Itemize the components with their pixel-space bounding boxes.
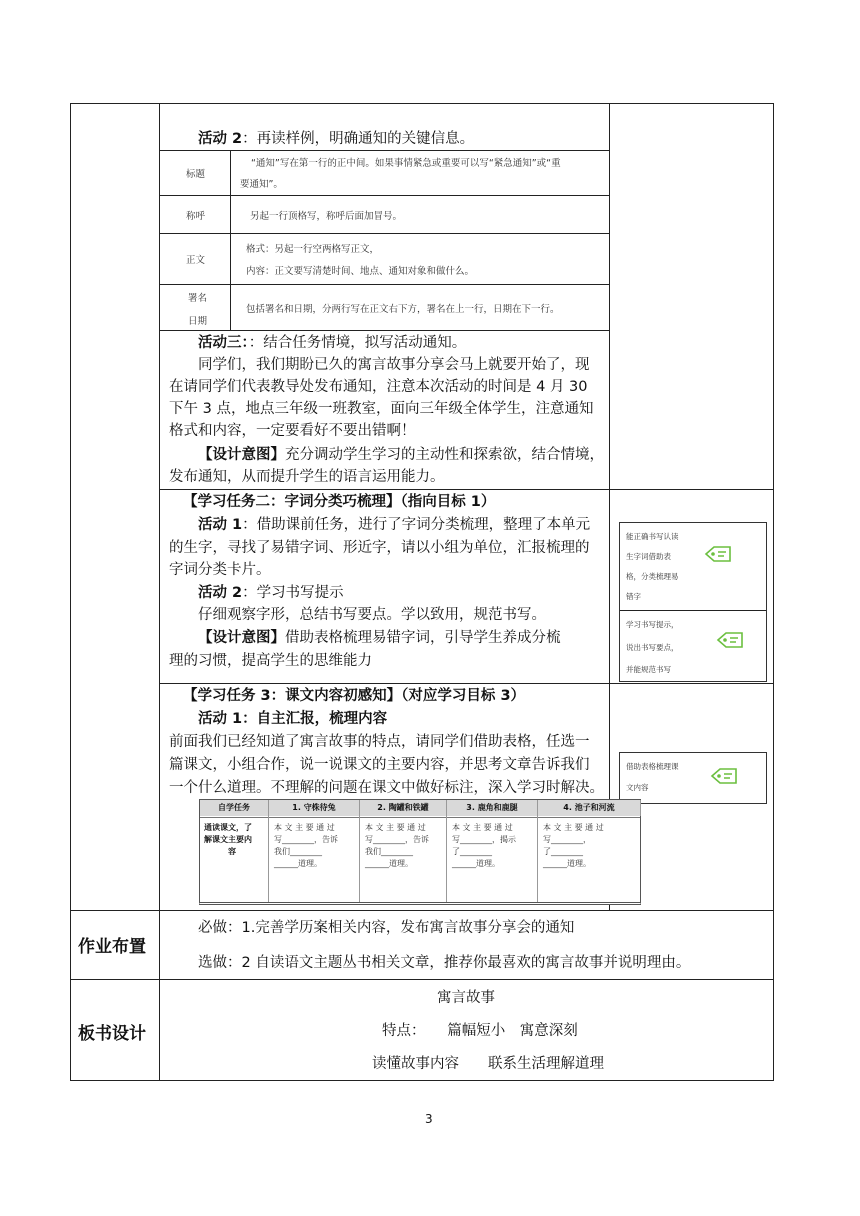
board-method: 读懂故事内容 联系生活理解道理 bbox=[372, 1056, 604, 1072]
task3-line-2: 篇课文，小组合作，说一说课文的主要内容，并思考文章告诉我们 bbox=[169, 757, 590, 773]
table-header: 1. 守株待兔 bbox=[269, 800, 360, 816]
table-cell: ______道理。 bbox=[365, 859, 413, 868]
board-features: 特点： 篇幅短小 寓意深刻 bbox=[382, 1023, 578, 1039]
table-cell: 了________ bbox=[543, 847, 583, 856]
key-desc-salutation: 另起一行顶格写，称呼后面加冒号。 bbox=[250, 211, 403, 222]
board-label: 板书设计 bbox=[78, 1024, 146, 1044]
row-label: 容 bbox=[228, 847, 236, 856]
task3-activity1: 活动 1：自主汇报，梳理内容 bbox=[198, 711, 388, 727]
table-cell: 了________ bbox=[452, 847, 492, 856]
key-label-body: 正文 bbox=[186, 255, 206, 266]
eval-1-line-4: 错字 bbox=[626, 592, 641, 601]
eval-3-line-1: 借助表格梳理课 bbox=[626, 762, 679, 771]
task2-eval-box bbox=[619, 522, 767, 682]
key-label-signature-b: 日期 bbox=[188, 316, 208, 327]
eval-2-line-1: 学习书写提示， bbox=[626, 620, 679, 629]
table-cell: ______道理。 bbox=[452, 859, 500, 868]
key-desc-body-2: 内容：正文要写清楚时间、地点、通知对象和做什么。 bbox=[246, 266, 475, 277]
table-header: 自学任务 bbox=[200, 800, 269, 816]
tag-icon bbox=[716, 631, 744, 649]
task2-activity2: 活动 2：学习书写提示 bbox=[198, 585, 344, 601]
table-header: 2. 陶罐和铁罐 bbox=[360, 800, 447, 816]
key-desc-body-1: 格式：另起一行空两格写正文， bbox=[246, 244, 380, 255]
activity2-heading: 活动 2：再读样例，明确通知的关键信息。 bbox=[198, 131, 475, 147]
table-header: 4. 池子和河流 bbox=[538, 800, 641, 816]
key-label-signature-a: 署名 bbox=[188, 293, 208, 304]
task3-line-1: 前面我们已经知道了寓言故事的特点，请同学们借助表格，任选一 bbox=[169, 734, 590, 750]
key-desc-title-1: “通知”写在第一行的正中间。如果事情紧急或重要可以写“紧急通知”或“重 bbox=[251, 158, 561, 169]
task3-title: 【学习任务 3：课文内容初感知】（对应学习目标 3） bbox=[183, 688, 526, 704]
eval-2-line-2: 说出书写要点， bbox=[626, 643, 679, 652]
table-header: 3. 鹿角和鹿腿 bbox=[447, 800, 538, 816]
homework-required: 必做：1.完善学历案相关内容，发布寓言故事分享会的通知 bbox=[198, 920, 575, 936]
key-label-title: 标题 bbox=[186, 169, 206, 180]
tag-icon bbox=[704, 545, 732, 563]
eval-1-line-3: 格，分类梳理易 bbox=[626, 572, 679, 581]
task2-activity1-line-3: 字词分类卡片。 bbox=[169, 562, 271, 578]
task2-activity1-line-2: 的生字，寻找了易错字词、形近字，请以小组为单位，汇报梳理的 bbox=[169, 540, 590, 556]
activity3-intent: 【设计意图】充分调动学生学习的主动性和探索欲，结合情境， bbox=[198, 447, 604, 463]
task2-intent: 【设计意图】借助表格梳理易错字词，引导学生养成分梳 bbox=[198, 630, 561, 646]
key-desc-title-2: 要通知”。 bbox=[240, 179, 283, 190]
table-cell: 写________，告诉 bbox=[274, 835, 338, 844]
key-desc-signature: 包括署名和日期，分两行写在正文右下方，署名在上一行，日期在下一行。 bbox=[246, 304, 560, 315]
table-cell: 本 文 主 要 通 过 bbox=[365, 823, 426, 832]
eval-1-line-2: 生字词借助表 bbox=[626, 552, 671, 561]
table-cell: 本 文 主 要 通 过 bbox=[543, 823, 604, 832]
task3-line-3: 一个什么道理。不理解的问题在课文中做好标注，深入学习时解决。 bbox=[169, 780, 604, 796]
task2-title: 【学习任务二：字词分类巧梳理】（指向目标 1） bbox=[183, 494, 496, 510]
task2-intent-2: 理的习惯，提高学生的思维能力 bbox=[169, 653, 372, 669]
activity3-heading: 活动三：：结合任务情境，拟写活动通知。 bbox=[198, 335, 467, 351]
activity3-line-1: 同学们，我们期盼已久的寓言故事分享会马上就要开始了，现 bbox=[198, 357, 590, 373]
row-label: 解课文主要内 bbox=[204, 835, 252, 844]
activity3-line-3: 下午 3 点，地点三年级一班教室，面向三年级全体学生，注意通知 bbox=[169, 401, 594, 417]
task2-activity2-line: 仔细观察字形，总结书写要点。学以致用，规范书写。 bbox=[198, 607, 546, 623]
table-cell: 本 文 主 要 通 过 bbox=[452, 823, 513, 832]
table-cell: 本 文 主 要 通 过 bbox=[274, 823, 335, 832]
self-study-table bbox=[199, 799, 615, 904]
activity3-line-2: 在请同学们代表教导处发布通知，注意本次活动的时间是 4 月 30 bbox=[169, 379, 588, 395]
tag-icon bbox=[710, 767, 738, 785]
key-label-salutation: 称呼 bbox=[186, 211, 206, 222]
table-cell: 写________，揭示 bbox=[452, 835, 516, 844]
table-cell: ______道理。 bbox=[543, 859, 591, 868]
eval-2-line-3: 并能规范书写 bbox=[626, 665, 671, 674]
activity3-line-4: 格式和内容，一定要看好不要出错啊！ bbox=[169, 423, 416, 439]
table-cell: 写________，告诉 bbox=[365, 835, 429, 844]
table-cell: 写________， bbox=[543, 835, 591, 844]
table-cell: ______道理。 bbox=[274, 859, 322, 868]
table-cell: 我们________ bbox=[274, 847, 322, 856]
board-title: 寓言故事 bbox=[437, 990, 495, 1006]
task3-eval-box bbox=[619, 752, 767, 804]
page-number: 3 bbox=[425, 1112, 433, 1126]
table-cell: 我们________ bbox=[365, 847, 413, 856]
task2-activity1: 活动 1：借助课前任务，进行了字词分类梳理，整理了本单元 bbox=[198, 517, 591, 533]
eval-3-line-2: 文内容 bbox=[626, 783, 649, 792]
homework-label: 作业布置 bbox=[78, 937, 146, 957]
row-label: 通读课文，了 bbox=[204, 823, 252, 832]
eval-1-line-1: 能正确书写认读 bbox=[626, 532, 679, 541]
homework-optional: 选做：2 自读语文主题丛书相关文章，推荐你最喜欢的寓言故事并说明理由。 bbox=[198, 955, 691, 971]
activity3-intent-2: 发布通知，从而提升学生的语言运用能力。 bbox=[169, 469, 445, 485]
